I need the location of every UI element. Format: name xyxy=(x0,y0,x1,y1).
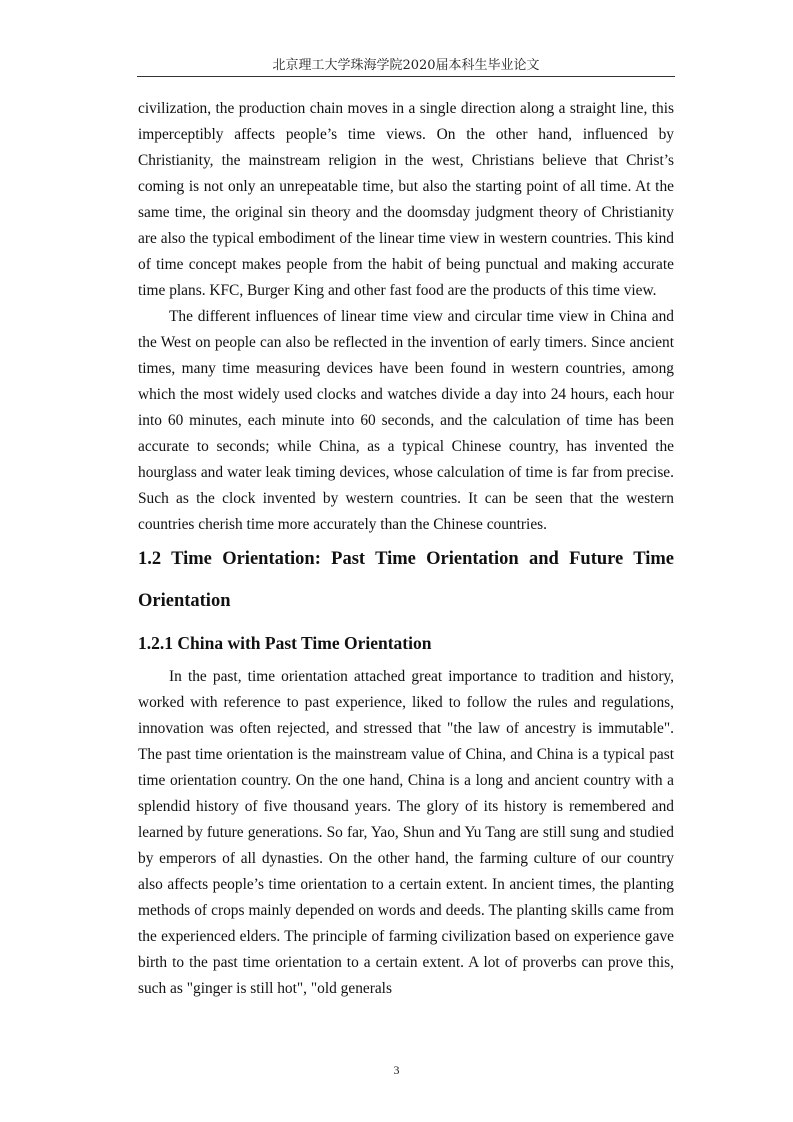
header-rule xyxy=(137,76,675,77)
paragraph-continued: civilization, the production chain moves in a single direction along a straight line, this imperceptibly affects people’s time views. On the other hand, influenced by Christianity, the mainstream religion in the west, Christians believe that Christ’s coming is not only an unrepeatable time, but also the starting point of all time. At the same time, the original sin theory and the doomsday judgment theory of Christianity are also the typical embodiment of the linear time view in western countries. This kind of time concept makes people from the habit of being punctual and making accurate time plans. KFC, Burger King and other fast food are the products of this time view. xyxy=(138,100,674,299)
paragraph-timers: The different influences of linear time view and circular time view in China and the West on people can also be reflected in the invention of early timers. Since ancient times, many time measuring devices have been found in western countries, among which the most widely used clocks and watches divide a day into 24 hours, each hour into 60 minutes, each minute into 60 seconds, and the calculation of time has been accurate to seconds; while China, as a typical Chinese country, has invented the hourglass and water leak timing devices, whose calculation of time is far from precise. Such as the clock invented by western countries. It can be seen that the western countries cherish time more accurately than the Chinese countries. xyxy=(138,308,674,533)
page-number: 3 xyxy=(393,1063,400,1077)
paragraph-past-orientation: In the past, time orientation attached great importance to tradition and history, worked with reference to past experience, liked to follow the rules and regulations, innovation was often rejected, and stressed that "the law of ancestry is immutable". The past time orientation is the mainstream value of China, and China is a typical past time orientation country. On the one hand, China is a long and ancient country with a splendid history of five thousand years. The glory of its history is remembered and learned by future generations. So far, Yao, Shun and Yu Tang are still sung and studied by emperors of all dynasties. On the other hand, the farming culture of our country also affects people’s time orientation to a certain extent. In ancient times, the planting methods of crops mainly depended on words and deeds. The planting skills came from the experienced elders. The principle of farming civilization based on experience gave birth to the past time orientation to a certain extent. A lot of proverbs can prove this, such as "ginger is still hot", "old generals xyxy=(138,668,674,997)
section-heading-1-2: 1.2 Time Orientation: Past Time Orientation and Future Time Orientation xyxy=(138,549,674,611)
body-text xyxy=(138,96,674,1002)
subsection-heading-1-2-1: 1.2.1 China with Past Time Orientation xyxy=(138,633,432,653)
running-header: 北京理工大学珠海学院2020届本科生毕业论文 xyxy=(272,58,540,73)
